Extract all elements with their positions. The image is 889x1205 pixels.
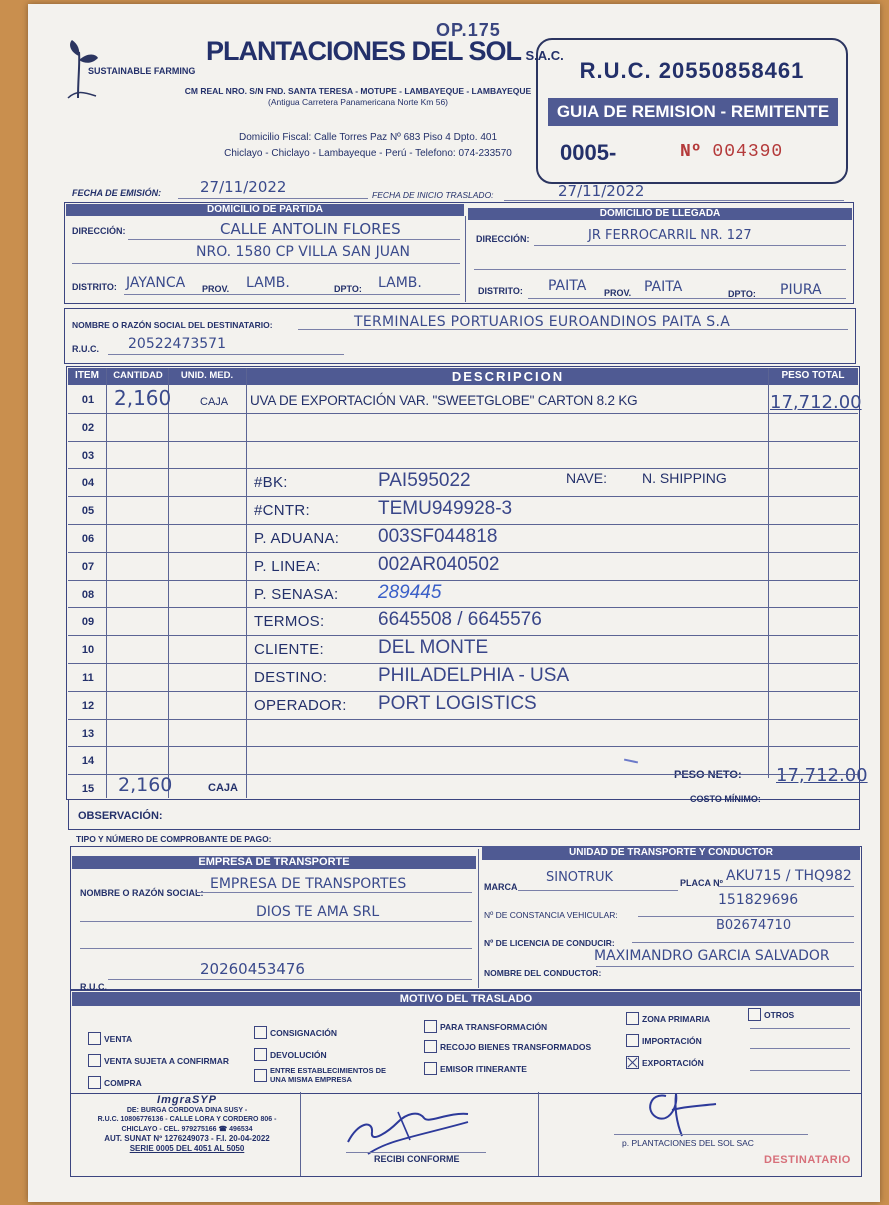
item-number: 03 <box>81 449 95 462</box>
items-table <box>66 366 860 800</box>
item-number: 10 <box>81 644 95 657</box>
motivo-checkbox[interactable] <box>88 1032 101 1045</box>
detail-label: OPERADOR: <box>254 696 347 714</box>
detail-value: DEL MONTE <box>378 637 489 659</box>
partida-dpto-value: LAMB. <box>378 275 422 291</box>
nave-value: N. SHIPPING <box>642 470 727 486</box>
receiver-signature <box>328 1092 488 1177</box>
motivo-option[interactable] <box>424 1018 547 1036</box>
item-number: 11 <box>82 672 94 684</box>
motivo-option-label: VENTA <box>104 1033 133 1044</box>
traslado-date-label: FECHA DE INICIO TRASLADO: <box>372 190 494 200</box>
unidad-title: UNIDAD DE TRANSPORTE Y CONDUCTOR <box>482 846 860 860</box>
ruc-number: R.U.C. 20550858461 <box>579 58 805 83</box>
llegada-dpto-label: DPTO: <box>728 289 756 299</box>
detail-label: #CNTR: <box>254 502 310 520</box>
marca-value: SINOTRUK <box>546 870 614 885</box>
motivo-checkbox[interactable] <box>254 1069 267 1082</box>
motivo-checkbox[interactable] <box>424 1062 437 1075</box>
row-divider <box>68 496 858 497</box>
document-type-banner: GUIA DE REMISION - REMITENTE <box>548 98 838 126</box>
peso-neto-value: 17,712.00 <box>776 765 868 786</box>
transporte-ruc-label: R.U.C. <box>80 982 107 992</box>
detail-label: P. SENASA: <box>254 585 339 603</box>
partida-prov-value: LAMB. <box>246 275 290 291</box>
partida-prov-label: PROV. <box>202 284 230 294</box>
detail-value: 003SF044818 <box>378 526 498 547</box>
header-unidad: UNID. MED. <box>180 370 234 381</box>
partida-dpto-label: DPTO: <box>334 284 362 294</box>
detail-label: P. LINEA: <box>254 557 321 575</box>
motivo-option[interactable] <box>748 1006 794 1024</box>
detail-label: DESTINO: <box>254 669 328 686</box>
costo-minimo-label: COSTO MÍNIMO: <box>690 794 761 804</box>
detail-value: PAI595022 <box>378 470 471 492</box>
llegada-direccion-value: JR FERROCARRIL NR. 127 <box>588 228 752 243</box>
motivo-option-label: PARA TRANSFORMACIÓN <box>440 1021 548 1032</box>
recibi-conforme: RECIBI CONFORME <box>374 1154 460 1164</box>
placa-label: PLACA Nº <box>680 878 723 888</box>
destinatario-ruc-label: R.U.C. <box>72 344 99 354</box>
op-code: OP.175 <box>436 20 501 40</box>
licencia-value: B02674710 <box>716 918 792 933</box>
traslado-date-value: 27/11/2022 <box>558 182 645 200</box>
destinatario-nombre-value: TERMINALES PORTUARIOS EUROANDINOS PAITA S.A <box>354 314 731 330</box>
observacion-label: OBSERVACIÓN: <box>78 810 163 822</box>
row-divider <box>68 580 858 581</box>
row1-unidad: CAJA <box>200 396 229 408</box>
detail-value: PHILADELPHIA - USA <box>378 665 570 686</box>
item-number: 15 <box>81 783 95 796</box>
detail-value: 289445 <box>378 581 442 603</box>
motivo-checkbox[interactable] <box>626 1012 639 1025</box>
licencia-label: Nº DE LICENCIA DE CONDUCIR: <box>484 938 615 948</box>
motivo-checkbox[interactable] <box>424 1040 437 1053</box>
transporte-ruc-value: 20260453476 <box>200 960 305 978</box>
emision-date-value: 27/11/2022 <box>200 178 287 196</box>
item-number: 12 <box>81 699 95 712</box>
detail-label: P. ADUANA: <box>254 530 340 547</box>
transporte-title: EMPRESA DE TRANSPORTE <box>72 856 476 869</box>
motivo-option[interactable] <box>626 1010 710 1028</box>
row1-cantidad: 2,160 <box>114 386 172 410</box>
total-cantidad: 2,160 <box>118 774 173 796</box>
header-item: ITEM <box>75 370 99 381</box>
llegada-direccion-label: DIRECCIÓN: <box>476 234 530 244</box>
item-number: 06 <box>81 533 95 545</box>
remission-guide-document <box>28 4 880 1202</box>
ruc-box <box>536 38 848 184</box>
motivo-option-label: CONSIGNACIÓN <box>270 1027 338 1038</box>
document-number: Nº 004390 <box>680 142 784 162</box>
motivo-option-label: ENTRE ESTABLECIMIENTOS DE UNA MISMA EMPRESA <box>270 1066 386 1084</box>
conductor-value: MAXIMANDRO GARCIA SALVADOR <box>594 948 830 964</box>
item-number: 04 <box>81 477 95 490</box>
motivo-option-label: EXPORTACIÓN <box>642 1057 704 1068</box>
partida-direccion-line1: CALLE ANTOLIN FLORES <box>220 220 401 238</box>
constancia-value: 151829696 <box>718 892 799 908</box>
constancia-label: Nº DE CONSTANCIA VEHICULAR: <box>484 910 618 920</box>
motivo-option[interactable] <box>626 1054 704 1072</box>
llegada-dpto-value: PIURA <box>780 282 822 298</box>
row-divider <box>68 774 858 775</box>
row-divider <box>68 468 858 469</box>
destinatario-ruc-value: 20522473571 <box>128 336 226 352</box>
partida-direccion-line2: NRO. 1580 CP VILLA SAN JUAN <box>196 244 411 260</box>
row-divider <box>68 552 858 553</box>
motivo-option[interactable] <box>254 1066 404 1084</box>
item-number: 01 <box>81 394 95 406</box>
motivo-option[interactable] <box>254 1024 337 1042</box>
motivo-checkbox[interactable] <box>88 1054 101 1067</box>
llegada-prov-value: PAITA <box>644 279 683 295</box>
printer-info: ImgraSYP DE: BURGA CORDOVA DINA SUSY - R.U.C. 10806776136 - CALLE LORA Y CORDERO 806 - CHICLAYO - CEL. 979275166 ☎ 496534 AUT. SUNAT Nº 1276249073 - F.I. 20-04-2022 SERIE 0005 DEL 4051 AL 5050 <box>74 1096 300 1153</box>
item-number: 07 <box>81 560 95 573</box>
motivo-checkbox[interactable] <box>626 1034 639 1047</box>
row-divider <box>68 524 858 525</box>
partida-direccion-label: DIRECCIÓN: <box>72 226 126 236</box>
detail-label: CLIENTE: <box>254 641 324 659</box>
row-divider <box>68 413 858 414</box>
copy-destination-label: DESTINATARIO <box>764 1154 851 1166</box>
llegada-prov-label: PROV. <box>604 288 632 298</box>
item-number: 13 <box>81 727 95 740</box>
placa-value: AKU715 / THQ982 <box>726 868 852 884</box>
motivo-option[interactable] <box>254 1046 327 1064</box>
row-divider <box>68 719 858 720</box>
partida-distrito-label: DISTRITO: <box>72 282 117 292</box>
motivo-option-label: OTROS <box>764 1009 795 1020</box>
llegada-title: DOMICILIO DE LLEGADA <box>468 208 852 220</box>
item-number: 09 <box>81 616 95 629</box>
motivo-option-label: DEVOLUCIÓN <box>270 1049 327 1060</box>
motivo-title: MOTIVO DEL TRASLADO <box>72 992 860 1006</box>
transporte-nombre-line1: EMPRESA DE TRANSPORTES <box>210 876 407 892</box>
motivo-option-label: EMISOR ITINERANTE <box>440 1063 527 1074</box>
row-divider <box>68 691 858 692</box>
motivo-checkbox[interactable] <box>626 1056 639 1069</box>
nave-label: NAVE: <box>566 470 607 486</box>
fiscal-address: Domicilio Fiscal: Calle Torres Paz Nº 683 Piso 4 Dpto. 401 Chiclayo - Chiclayo - Lambayeque - Perú - Telefono: 074-233570 <box>224 132 512 159</box>
peso-neto-label: PESO NETO: <box>674 769 742 781</box>
row1-peso: 17,712.00 <box>770 392 862 413</box>
document-series: 0005- <box>560 140 617 165</box>
row-divider <box>68 746 858 747</box>
transporte-nombre-line2: DIOS TE AMA SRL <box>256 904 380 920</box>
total-unidad: CAJA <box>208 782 238 794</box>
llegada-distrito-value: PAITA <box>548 278 587 294</box>
motivo-option[interactable] <box>88 1052 229 1070</box>
company-address: CM REAL NRO. S/N FND. SANTA TERESA - MOTUPE - LAMBAYEQUE - LAMBAYEQUE (Antigua Carretera Panamericana Norte Km 56) <box>184 86 532 107</box>
emision-date-label: FECHA DE EMISIÓN: <box>72 188 162 198</box>
motivo-option[interactable] <box>88 1074 142 1092</box>
motivo-checkbox[interactable] <box>88 1076 101 1089</box>
partida-title: DOMICILIO DE PARTIDA <box>66 204 464 216</box>
detail-label: #BK: <box>254 474 288 492</box>
motivo-option-label: RECOJO BIENES TRANSFORMADOS <box>440 1041 592 1052</box>
row-divider <box>68 663 858 664</box>
item-number: 02 <box>81 421 95 434</box>
detail-label: TERMOS: <box>254 613 325 631</box>
conductor-label: NOMBRE DEL CONDUCTOR: <box>484 968 602 978</box>
motivo-option[interactable] <box>88 1030 132 1048</box>
marca-label: MARCA <box>484 882 518 892</box>
printer-name: ImgraSYP <box>157 1094 217 1106</box>
motivo-option-label: COMPRA <box>104 1077 142 1088</box>
llegada-distrito-label: DISTRITO: <box>478 286 523 296</box>
motivo-option-label: ZONA PRIMARIA <box>642 1013 711 1024</box>
motivo-checkbox[interactable] <box>254 1048 267 1061</box>
detail-value: 002AR040502 <box>378 553 500 575</box>
motivo-option[interactable] <box>424 1060 527 1078</box>
header-cantidad: CANTIDAD <box>113 370 163 381</box>
row1-descripcion: UVA DE EXPORTACIÓN VAR. "SWEETGLOBE" CARTON 8.2 KG <box>250 393 638 408</box>
header-descripcion: DESCRIPCION <box>451 369 565 384</box>
item-number: 08 <box>81 588 95 601</box>
row-divider <box>68 635 858 636</box>
destinatario-nombre-label: NOMBRE O RAZÓN SOCIAL DEL DESTINATARIO: <box>72 320 273 330</box>
transporte-nombre-label: NOMBRE O RAZÓN SOCIAL: <box>80 888 204 898</box>
partida-distrito-value: JAYANCA <box>126 275 186 291</box>
motivo-option-label: VENTA SUJETA A CONFIRMAR <box>104 1055 229 1066</box>
item-number: 05 <box>81 505 95 518</box>
motivo-option-label: IMPORTACIÓN <box>642 1035 702 1046</box>
detail-value: PORT LOGISTICS <box>378 692 537 714</box>
comprobante-label: TIPO Y NÚMERO DE COMPROBANTE DE PAGO: <box>76 834 272 844</box>
motivo-checkbox[interactable] <box>254 1026 267 1039</box>
issuer-signature-label: p. PLANTACIONES DEL SOL SAC <box>622 1138 754 1148</box>
item-number: 14 <box>81 755 95 768</box>
brand-tagline: SUSTAINABLE FARMING <box>88 66 196 76</box>
motivo-checkbox[interactable] <box>748 1008 761 1021</box>
motivo-option[interactable] <box>626 1032 702 1050</box>
detail-value: 6645508 / 6645576 <box>378 609 542 631</box>
detail-value: TEMU949928-3 <box>378 498 513 520</box>
motivo-option[interactable] <box>424 1038 591 1056</box>
company-name: PLANTACIONES DEL SOL S.A.C. <box>206 36 564 66</box>
header-peso: PESO TOTAL <box>781 370 845 381</box>
motivo-checkbox[interactable] <box>424 1020 437 1033</box>
row-divider <box>68 441 858 442</box>
row-divider <box>68 607 858 608</box>
